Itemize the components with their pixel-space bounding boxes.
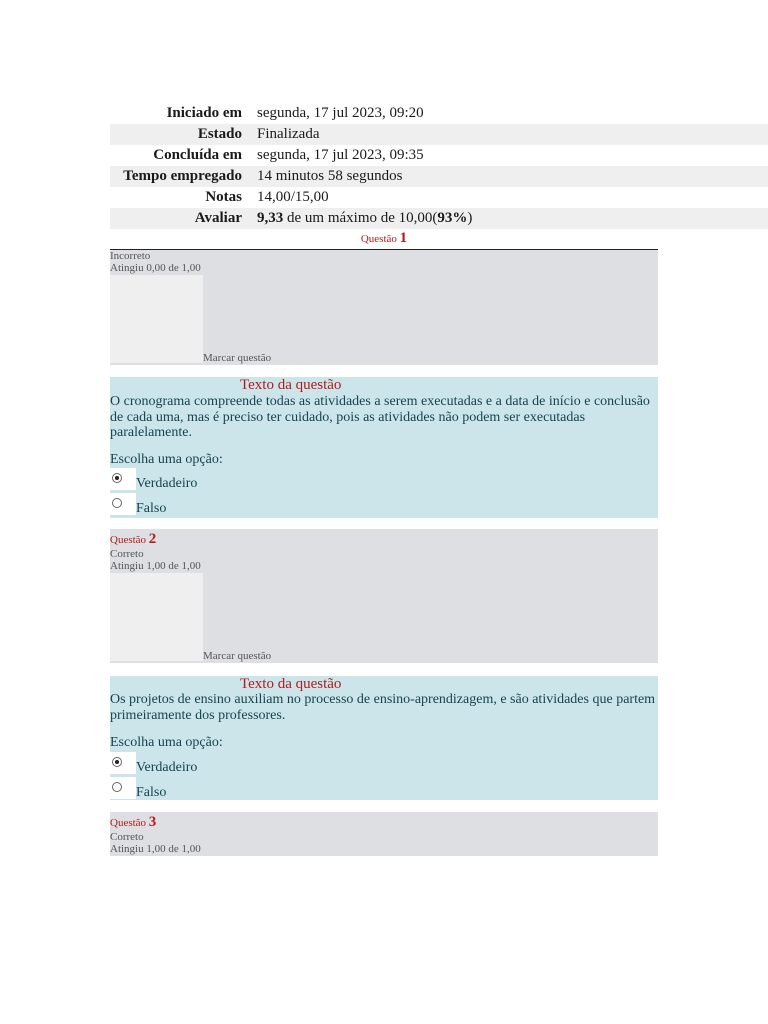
radio-selected-icon xyxy=(112,473,122,483)
radio-button[interactable] xyxy=(110,468,136,490)
radio-selected-icon xyxy=(112,757,122,767)
summary-row-grade xyxy=(110,208,768,229)
option-label[interactable]: Falso xyxy=(136,785,167,800)
question-number: 3 xyxy=(148,814,157,830)
question-1-info xyxy=(110,250,658,365)
flag-question-link[interactable]: Marcar questão xyxy=(203,650,272,662)
question-prefix: Questão xyxy=(360,233,397,245)
question-score: Atingiu 1,00 de 1,00 xyxy=(110,843,201,855)
radio-button[interactable] xyxy=(110,752,136,774)
summary-row-state xyxy=(110,124,768,145)
question-status: Incorreto xyxy=(110,250,151,262)
question-2-info xyxy=(110,529,658,663)
summary-value: Finalizada xyxy=(257,126,320,142)
question-prefix: Questão xyxy=(110,534,147,546)
summary-label: Estado xyxy=(197,126,242,142)
question-number: 1 xyxy=(399,230,408,246)
grade-close: ) xyxy=(467,210,473,226)
summary-value xyxy=(257,210,768,227)
question-2-content xyxy=(110,676,658,800)
option-label[interactable]: Verdadeiro xyxy=(136,760,198,775)
question-3-info xyxy=(110,812,658,856)
summary-row-started xyxy=(110,103,768,124)
summary-label: Concluída em xyxy=(153,147,242,163)
summary-row-time xyxy=(110,166,768,187)
radio-button[interactable] xyxy=(110,493,136,515)
question-text-heading: Texto da questão xyxy=(240,377,342,393)
summary-value: 14,00/15,00 xyxy=(257,189,329,205)
summary-row-completed xyxy=(110,145,768,166)
attempt-summary xyxy=(110,103,768,229)
question-1-content xyxy=(110,377,658,518)
question-3-heading xyxy=(110,814,156,831)
question-score: Atingiu 0,00 de 1,00 xyxy=(110,262,201,274)
question-status: Correto xyxy=(110,548,144,560)
option-label[interactable]: Verdadeiro xyxy=(136,476,198,491)
radio-button[interactable] xyxy=(110,777,136,799)
question-2-heading xyxy=(110,531,156,548)
option-false[interactable] xyxy=(110,777,310,799)
choose-option-prompt: Escolha uma opção: xyxy=(110,735,223,750)
question-text-heading: Texto da questão xyxy=(240,676,342,692)
option-false[interactable] xyxy=(110,493,310,515)
radio-empty-icon xyxy=(112,782,122,792)
summary-value: segunda, 17 jul 2023, 09:35 xyxy=(257,147,424,163)
grade-percent: 93% xyxy=(437,210,468,226)
question-1-heading xyxy=(110,230,658,247)
summary-label: Notas xyxy=(205,189,242,205)
summary-label: Avaliar xyxy=(194,210,242,226)
summary-value: 14 minutos 58 segundos xyxy=(257,168,403,184)
info-side-column xyxy=(110,573,203,661)
question-text: O cronograma compreende todas as atividades a serem executadas e a data de início e conclusão de cada uma, mas é preciso ter cuidado, pois as atividades não podem ser executadas paralelamente. xyxy=(110,394,650,440)
grade-value: 9,33 xyxy=(257,210,284,226)
radio-empty-icon xyxy=(112,498,122,508)
summary-row-marks xyxy=(110,187,768,208)
question-status: Correto xyxy=(110,831,144,843)
summary-label: Iniciado em xyxy=(166,105,242,121)
choose-option-prompt: Escolha uma opção: xyxy=(110,452,223,467)
question-prefix: Questão xyxy=(110,817,147,829)
question-score: Atingiu 1,00 de 1,00 xyxy=(110,560,201,572)
info-side-column xyxy=(110,275,203,363)
summary-value: segunda, 17 jul 2023, 09:20 xyxy=(257,105,424,121)
grade-text: de um máximo de 10,00( xyxy=(283,210,438,226)
flag-question-link[interactable]: Marcar questão xyxy=(203,352,272,364)
summary-label: Tempo empregado xyxy=(123,168,242,184)
option-label[interactable]: Falso xyxy=(136,501,167,516)
question-number: 2 xyxy=(148,531,157,547)
question-text: Os projetos de ensino auxiliam no processo de ensino-aprendizagem, e são atividades que partem primeiramente dos professores. xyxy=(110,692,656,723)
option-true[interactable] xyxy=(110,468,310,490)
option-true[interactable] xyxy=(110,752,310,774)
